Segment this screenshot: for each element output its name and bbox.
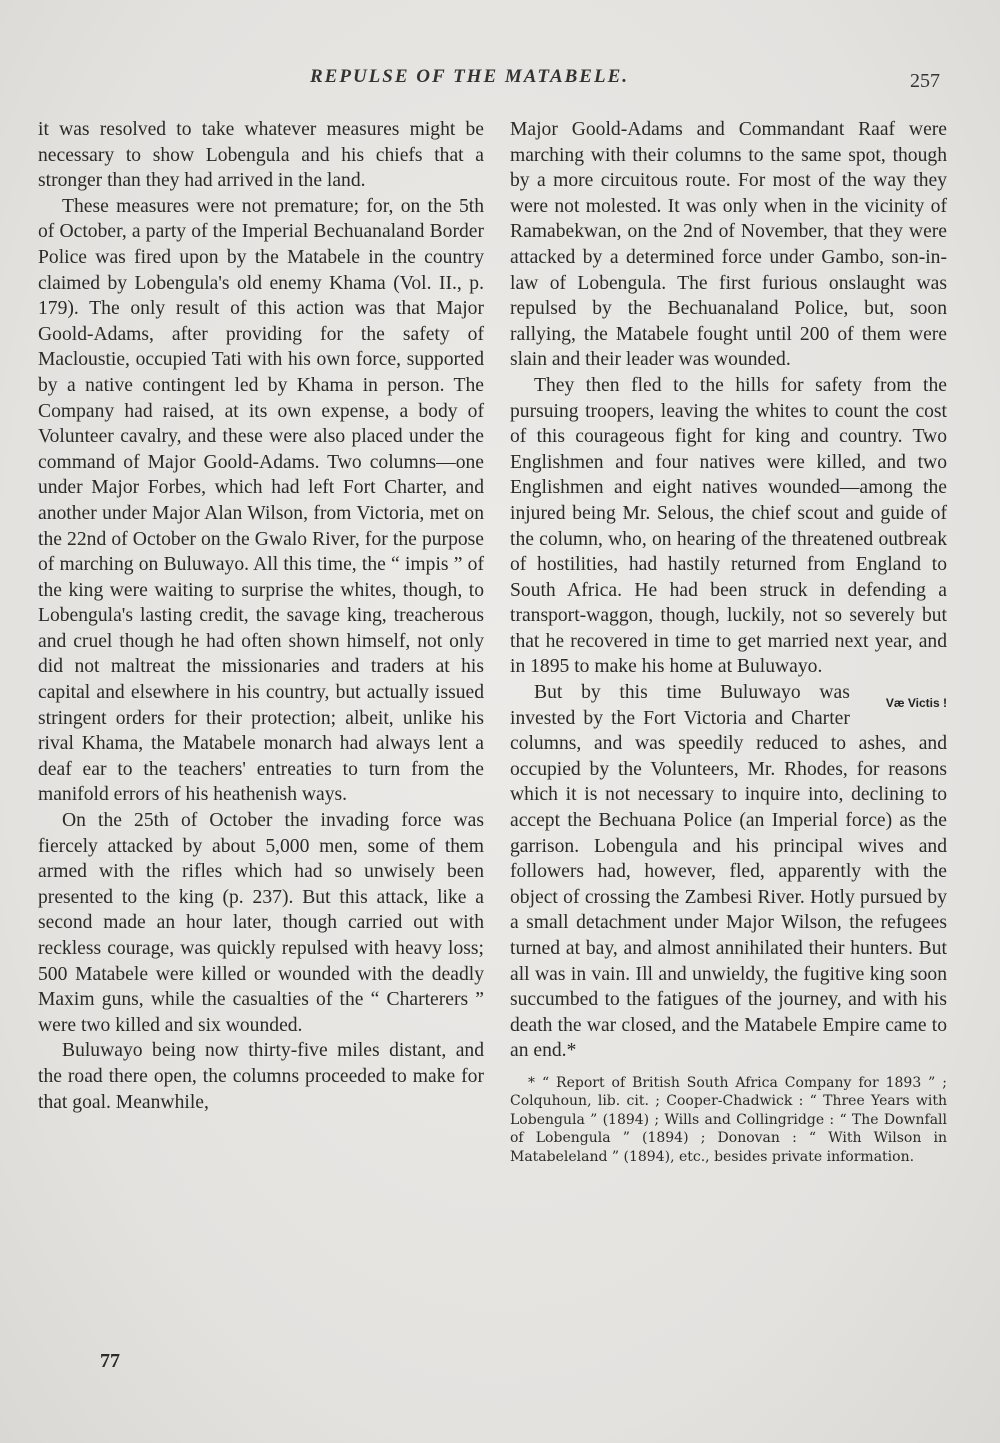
left-paragraph-2: These measures were not premature; for, on the 5th of October, a party of the Imperial Bechuanaland Border Police was fired upon by the Matabele in the country claimed by Lobengula's old enemy Khama (Vol. II., p. 179). The only result of this action was that Major Goold-Adams, after providing for the safety of Macloustie, occupied Tati with his own force, supported by a native contingent led by Khama in person. The Company had raised, at its own expense, a body of Volunteer cavalry, and these were also placed under the command of Major Goold-Adams. Two columns—one under Major Forbes, which had left Fort Charter, and another under Major Alan Wilson, from Victoria, met on the 22nd of October on the Gwalo River, for the purpose of marching on Buluwayo. All this time, the “ impis ” of the king were waiting to surprise the whites, though, to Lobengula's lasting credit, the savage king, treacherous and cruel though he had often shown himself, not only did not maltreat the missionaries and traders at his capital and elsewhere in his country, but actually issued stringent orders for their protection; albeit, unlike his rival Khama, the Matabele monarch had always lent a deaf ear to the teachers' entreaties to turn from the manifold errors of his heathenish ways.	[38, 195, 484, 806]
page-number: 257	[910, 70, 940, 92]
left-paragraph-1: it was resolved to take whatever measures might be necessary to show Lobengula and his chiefs that a stronger than they had arrived in the land.	[38, 119, 484, 192]
signature-mark: 77	[100, 1350, 120, 1372]
right-paragraph-1: Major Goold-Adams and Commandant Raaf were marching with their columns to the same spot, though by a more circuitous route. For most of the way they were not molested. It was only when in the vicinity of Ramabekwan, on the 2nd of November, that they were attacked by a determined force under Gambo, son-in-law of Lobengula. The first furious onslaught was repulsed by the Bechuanaland Police, but, soon rallying, the Matabele fought until 200 of them were slain and their leader was wounded.	[510, 119, 947, 371]
right-paragraph-3-text: But by this time Buluwayo was invested by the Fort Victoria and Charter columns, and was speedily reduced to ashes, and occupied by the Volunteers, Mr. Rhodes, for reasons which it is not necessary to inquire into, declining to accept the Bechuana Police (an Imperial force) as the garrison. Lobengula and his principal wives and followers had, however, fled, apparently with the object of crossing the Zambesi River. Hotly pursued by a small detachment under Major Wilson, the refugees turned at bay, and almost annihilated their hunters. But all was in vain. Ill and unwieldy, the fugitive king soon succumbed to the fatigues of the journey, and with his death the war closed, and the Matabele Empire came to an end.*	[510, 682, 947, 1062]
right-paragraph-2: They then fled to the hills for safety from the pursuing troopers, leaving the whites to count the cost of this courageous fight for king and country. Two Englishmen and four natives were killed, and two Englishmen and eight natives wounded—among the injured being Mr. Selous, the chief scout and guide of the column, who, on hearing of the threatened outbreak of hostilities, had hastily returned from England to South Africa. He had been struck in defending a transport-waggon, though, luckily, not so severely but that he recovered in time to get married next year, and in 1895 to make his home at Buluwayo.	[510, 374, 947, 678]
left-paragraph-4: Buluwayo being now thirty-five miles distant, and the road there open, the columns proceeded to make for that goal. Meanwhile,	[38, 1040, 484, 1113]
right-paragraph-3	[510, 680, 947, 1064]
margin-note: Væ Victis !	[885, 696, 947, 711]
footnote: * “ Report of British South Africa Company for 1893 ” ; Colquhoun, lib. cit. ; Cooper-Chadwick : “ Three Years with Lobengula ” (1894) ; Wills and Collingridge : “ The Downfall of Lobengula ” (1894) ; Donovan : “ With Wilson in Matabeleland ” (1894), etc., besides private information.	[510, 1074, 947, 1165]
left-paragraph-3: On the 25th of October the invading force was fiercely attacked by about 5,000 men, some of them armed with the rifles which had so unwisely been presented to the king (p. 237). But this attack, like a second made an hour later, though carried out with reckless courage, was quickly repulsed with heavy loss; 500 Matabele were killed or wounded with the deadly Maxim guns, while the casualties of the “ Charterers ” were two killed and six wounded.	[38, 810, 484, 1036]
left-column	[38, 117, 484, 1115]
running-title: REPULSE OF THE MATABELE.	[310, 66, 630, 87]
right-column	[510, 117, 947, 1166]
